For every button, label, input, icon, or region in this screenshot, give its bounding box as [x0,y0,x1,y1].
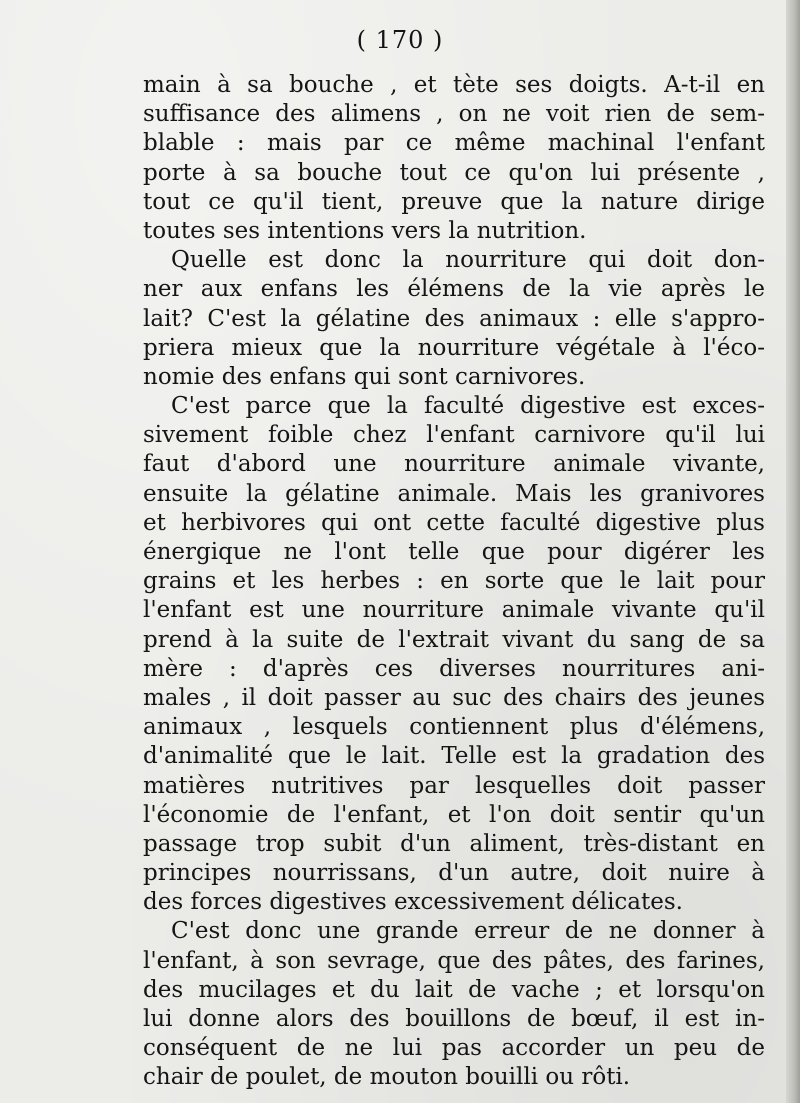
page-number: ( 170 ) [356,26,444,54]
text-line: toutes ses intentions vers la nutrition. [143,217,587,244]
text-line: des forces digestives excessivement délicates. [143,889,683,916]
page-gutter-shadow [786,0,800,1103]
text-line: et herbivores qui ont cette faculté digestive plus [143,509,765,536]
text-line: principes nourrissans, d'un autre, doit nuire à [143,860,765,887]
text-line: l'économie de l'enfant, et l'on doit sentir qu'un [143,801,765,828]
text-line: d'animalité que le lait. Telle est la gradation des [143,743,765,770]
text-line: ensuite la gélatine animale. Mais les granivores [143,480,765,507]
text-line: priera mieux que la nourriture végétale à l'éco- [143,334,765,361]
text-line: males , il doit passer au suc des chairs des jeunes [143,684,765,711]
text-line: énergique ne l'ont telle que pour digérer les [143,539,765,565]
body-text [143,71,765,1093]
text-line: nomie des enfans qui sont carnivores. [143,363,586,390]
text-line: matières nutritives par lesquelles doit passer [143,772,765,799]
text-line: tout ce qu'il tient, preuve que la nature dirige [143,188,765,215]
text-line: sivement foible chez l'enfant carnivore qu'il lui [143,422,765,449]
text-line: grains et les herbes : en sorte que le lait pour [143,568,765,595]
text-line: des mucilages et du lait de vache ; et lorsqu'on [143,976,765,1003]
text-line: C'est parce que la faculté digestive est exces- [171,393,765,420]
text-line: prend à la suite de l'extrait vivant du sang de sa [143,626,765,653]
text-line: faut d'abord une nourriture animale vivante, [143,451,765,478]
text-line: suffisance des alimens , on ne voit rien de sem- [143,101,765,128]
text-line: conséquent de ne lui pas accorder un peu de [143,1035,765,1062]
text-line: Quelle est donc la nourriture qui doit don- [171,247,765,274]
text-line: ner aux enfans les élémens de la vie après le [143,276,765,303]
text-line: l'enfant est une nourriture animale vivante qu'il [143,597,765,624]
text-line: passage trop subit d'un aliment, très-distant en [143,830,765,857]
text-line: animaux , lesquels contiennent plus d'élémens, [143,714,765,741]
text-line: main à sa bouche , et tète ses doigts. A-t-il en [143,72,765,98]
text-line: mère : d'après ces diverses nourritures ani- [143,655,765,682]
text-line: C'est donc une grande erreur de ne donner à [171,918,765,945]
text-line: lait? C'est la gélatine des animaux : elle s'appro- [143,305,765,332]
text-line: l'enfant, à son sevrage, que des pâtes, des farines, [143,947,765,974]
text-line: lui donne alors des bouillons de bœuf, il est in- [143,1006,765,1032]
text-line: porte à sa bouche tout ce qu'on lui présente , [143,159,765,186]
text-line: chair de poulet, de mouton bouilli ou rôti. [143,1064,631,1091]
text-line: blable : mais par ce même machinal l'enfant [143,130,765,157]
